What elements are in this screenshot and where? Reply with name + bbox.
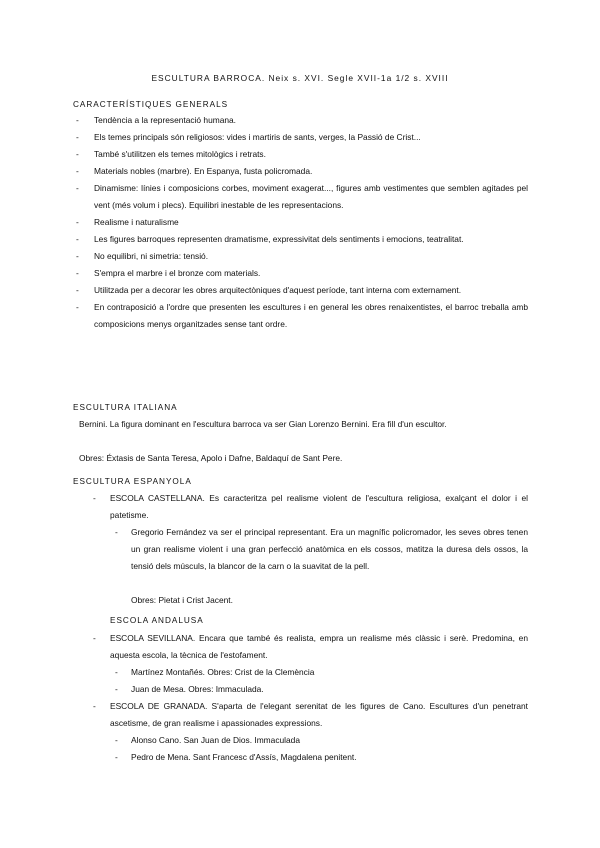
castellana-text: ESCOLA CASTELLANA. Es caracteritza pel realisme violent de l'escultura religiosa, exalçant el dolor i el patetisme. xyxy=(110,493,528,520)
section-heading-espanyola: ESCULTURA ESPANYOLA xyxy=(73,477,192,486)
andalusa-heading: ESCOLA ANDALUSA xyxy=(110,616,204,625)
sevillana-item: Martínez Montañés. Obres: Crist de la Clemència xyxy=(131,667,315,677)
list-item: - No equilibri, ni simetria: tensió. xyxy=(73,248,528,265)
dash-marker: - xyxy=(93,493,96,503)
list-item: - S'empra el marbre i el bronze com materials. xyxy=(73,265,528,282)
granada-item: Alonso Cano. San Juan de Dios. Immaculada xyxy=(131,735,300,745)
section-heading-general: CARACTERÍSTIQUES GENERALS xyxy=(73,100,229,109)
section-heading-italiana: ESCULTURA ITALIANA xyxy=(73,403,178,412)
dash-marker: - xyxy=(115,735,118,745)
list-item: - En contraposició a l'ordre que presenten les escultures i en general les obres renaixentistes, el barroc treballa amb composicions menys organitzades sense tant ordre. xyxy=(73,299,528,333)
gregorio-text: Gregorio Fernández va ser el principal representant. Era un magnífic policromador, les seves obres tenen un gran realisme violent i una gran perfecció anatòmica en els cossos, matitza la duresa dels ossos, la tensió dels músculs, la blancor de la carn o la suavitat de la pell. xyxy=(131,527,528,571)
gregorio-works: Obres: Pietat i Crist Jacent. xyxy=(131,595,233,605)
granada-text: ESCOLA DE GRANADA. S'aparta de l'elegant serenitat de les figures de Cano. Escultures d'un penetrant ascetisme, de gran realisme i apassionades expressions. xyxy=(110,701,528,728)
list-item: - Materials nobles (marbre). En Espanya, fusta policromada. xyxy=(73,163,528,180)
dash-marker: - xyxy=(93,701,96,711)
dash-marker: - xyxy=(115,667,118,677)
sevillana-text: ESCOLA SEVILLANA. Encara que també és realista, empra un realisme més clàssic i serè. Predomina, en aquesta escola, la tècnica de l'estofament. xyxy=(110,633,528,660)
page-title: ESCULTURA BARROCA. Neix s. XVI. Segle XVII-1a 1/2 s. XVIII xyxy=(151,73,449,83)
dash-marker: - xyxy=(93,633,96,643)
dash-marker: - xyxy=(115,752,118,762)
dash-marker: - xyxy=(115,527,118,537)
dash-marker: - xyxy=(115,684,118,694)
list-item: - Dinamisme: línies i composicions corbes, moviment exagerat..., figures amb vestimentes que semblen agitades pel vent (més volum i plecs). Equilibri inestable de les representacions. xyxy=(73,180,528,214)
list-item: - Tendència a la representació humana. xyxy=(73,112,528,129)
italiana-text: Bernini. La figura dominant en l'escultura barroca va ser Gian Lorenzo Bernini. Era fill d'un escultor. xyxy=(79,419,447,429)
list-item: - Realisme i naturalisme xyxy=(73,214,528,231)
general-list xyxy=(73,112,528,333)
list-item: - Les figures barroques representen dramatisme, expressivitat dels sentiments i emocions, teatralitat. xyxy=(73,231,528,248)
list-item: - Els temes principals són religiosos: vides i martiris de sants, verges, la Passió de Crist... xyxy=(73,129,528,146)
sevillana-item: Juan de Mesa. Obres: Immaculada. xyxy=(131,684,264,694)
list-item: - També s'utilitzen els temes mitològics i retrats. xyxy=(73,146,528,163)
list-item: - Utilitzada per a decorar les obres arquitectòniques d'aquest període, tant interna com externament. xyxy=(73,282,528,299)
granada-item: Pedro de Mena. Sant Francesc d'Assís, Magdalena penitent. xyxy=(131,752,357,762)
italiana-works: Obres: Éxtasis de Santa Teresa, Apolo i Dafne, Baldaquí de Sant Pere. xyxy=(79,453,343,463)
